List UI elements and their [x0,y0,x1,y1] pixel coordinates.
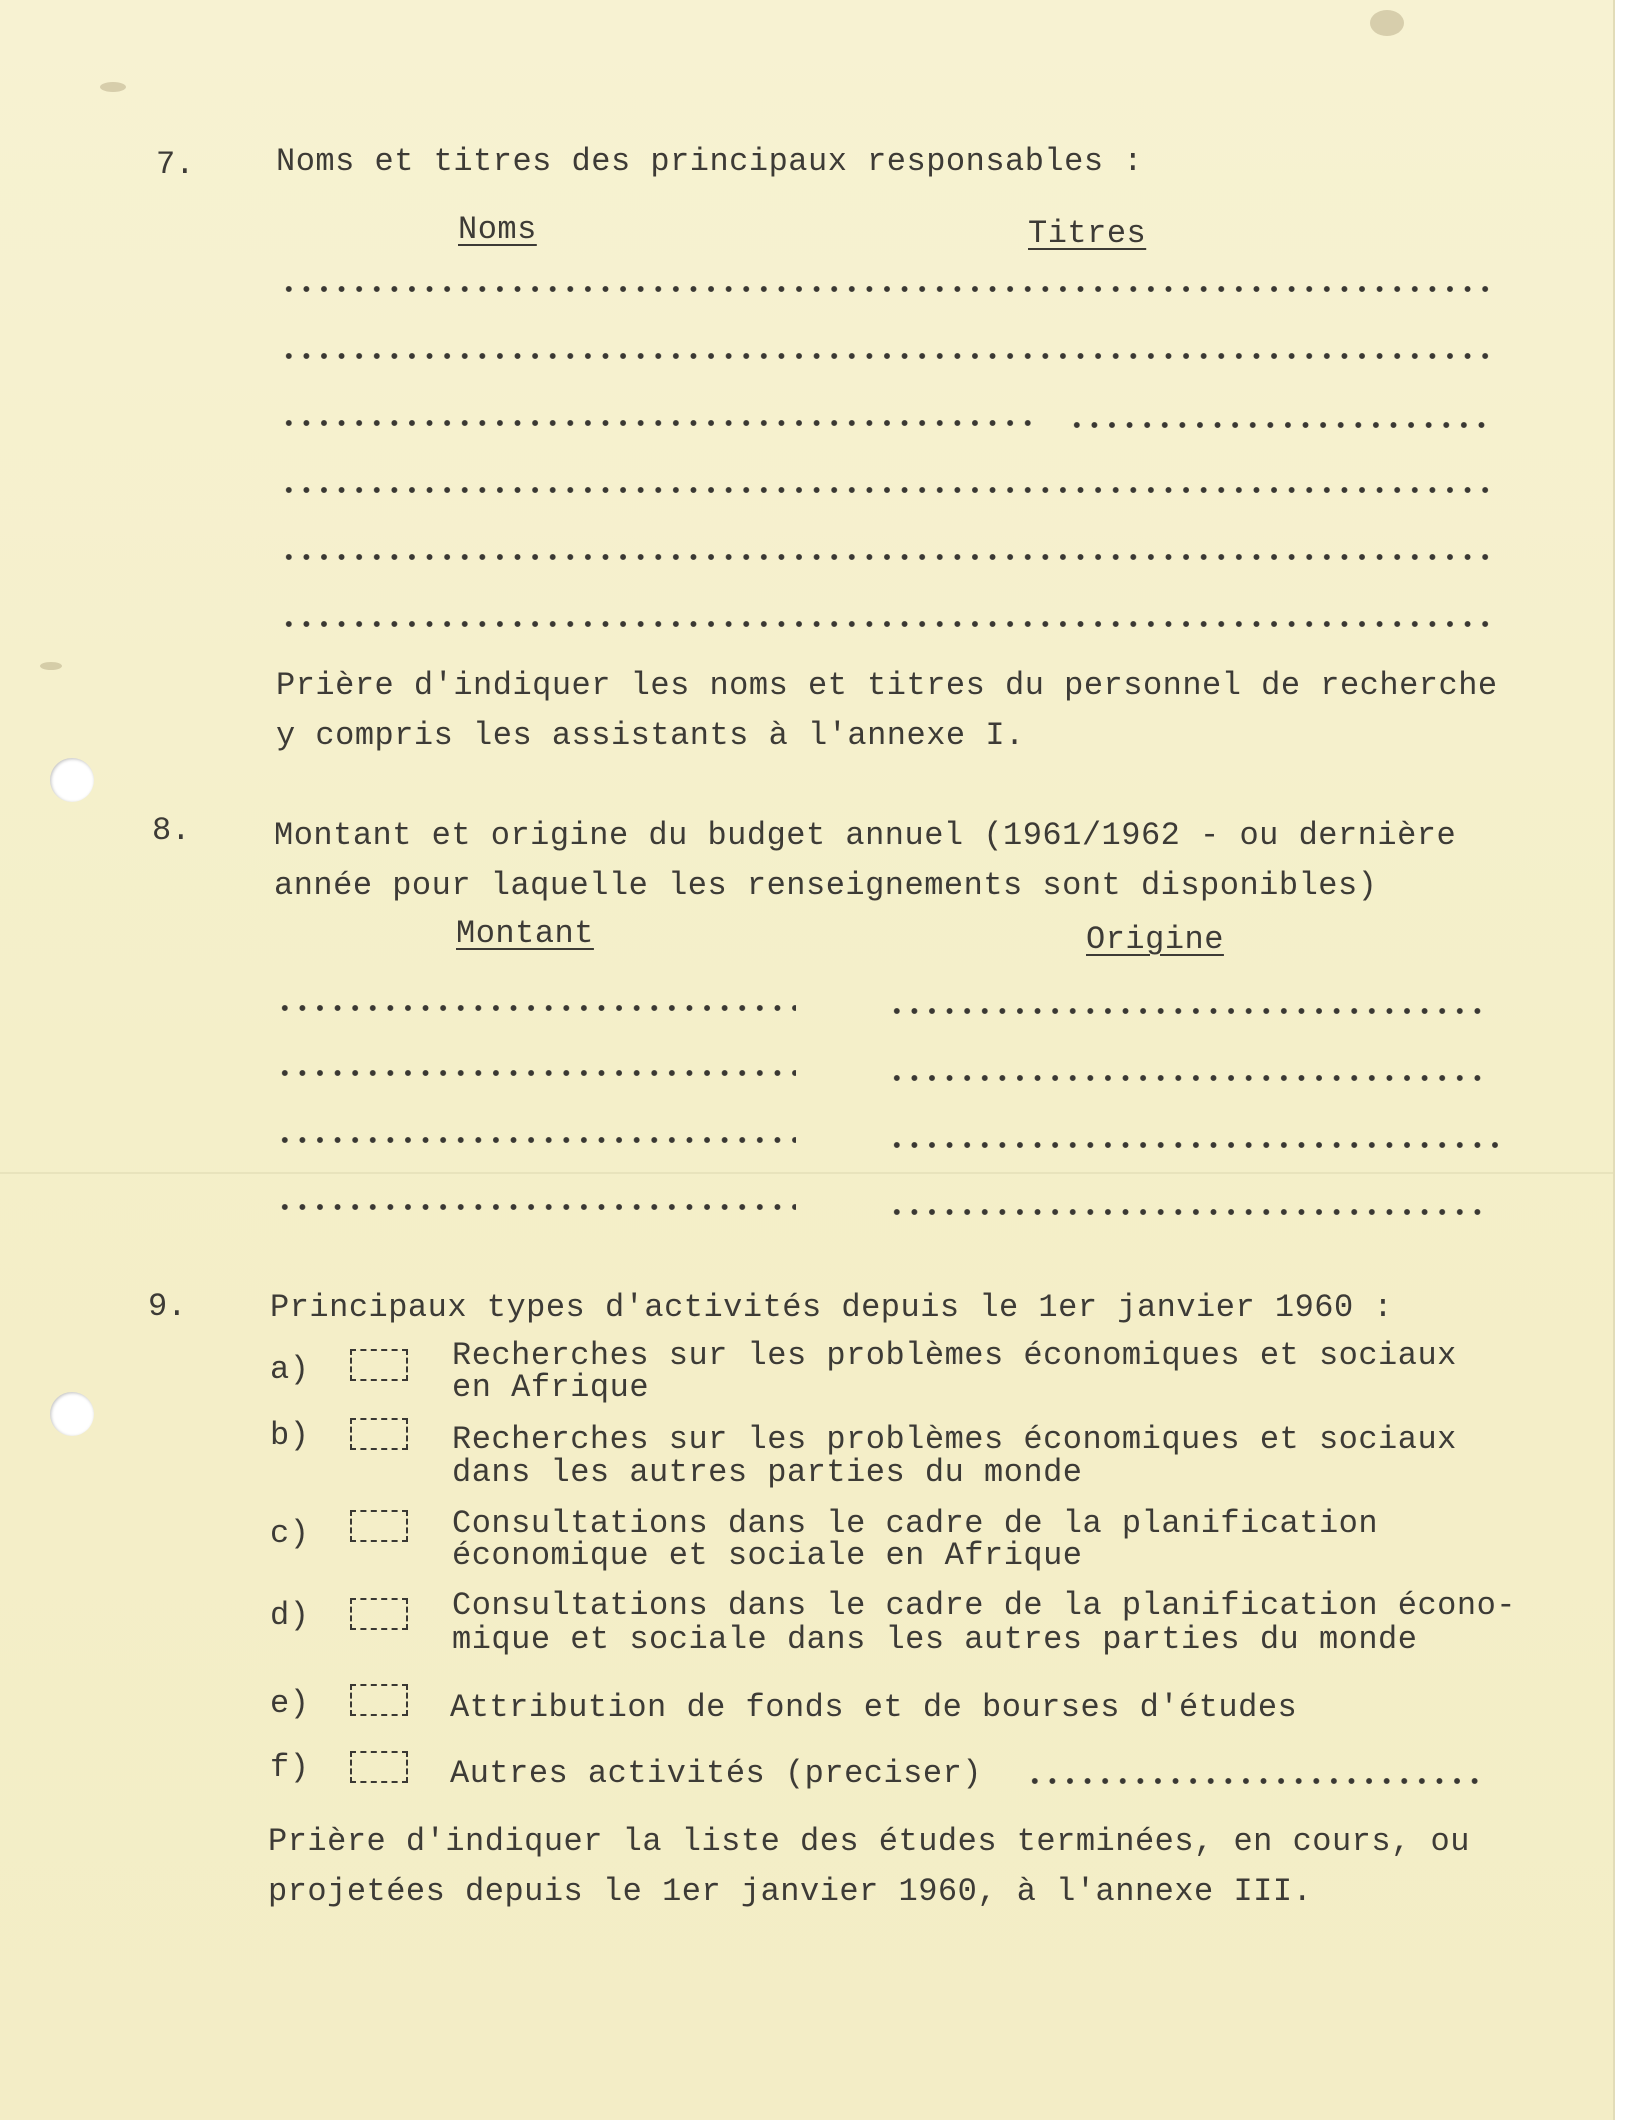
section-7-note-line2: y compris les assistants à l'annexe I. [276,717,1025,754]
punch-hole [50,1392,94,1436]
amount-entry-line[interactable] [276,1201,796,1213]
origin-entry-line[interactable] [888,1005,1490,1017]
origin-entry-line[interactable] [888,1072,1490,1084]
item-e-checkbox[interactable] [350,1684,408,1716]
section-9-title: Principaux types d'activités depuis le 1er janvier 1960 : [270,1289,1394,1326]
item-d-letter: d) [270,1597,310,1634]
item-a-line1: Recherches sur les problèmes économiques et sociaux [452,1337,1457,1374]
origin-entry-line[interactable] [888,1139,1508,1151]
item-d-line1: Consultations dans le cadre de la planification écono- [452,1587,1516,1624]
section-9-note-line2: projetées depuis le 1er janvier 1960, à l'annexe III. [268,1873,1313,1910]
item-d-checkbox[interactable] [350,1598,408,1630]
paper-stain [40,662,62,670]
column-header-montant: Montant [456,915,594,952]
name-entry-line[interactable] [280,417,1040,429]
item-f-line1: Autres activités (preciser) [450,1755,982,1792]
name-entry-line[interactable] [280,484,1490,496]
column-header-titres: Titres [1028,215,1147,252]
item-b-line1: Recherches sur les problèmes économiques et sociaux [452,1421,1457,1458]
section-7-title: Noms et titres des principaux responsables : [276,143,1143,180]
amount-entry-line[interactable] [276,1002,796,1014]
section-7-note-line1: Prière d'indiquer les noms et titres du personnel de recherche [276,667,1498,704]
item-d-line2: mique et sociale dans les autres parties du monde [452,1621,1418,1658]
punch-hole [50,758,94,802]
section-9-number: 9. [148,1288,187,1325]
item-f-checkbox[interactable] [350,1751,408,1783]
item-e-letter: e) [270,1685,310,1722]
item-e-line1: Attribution de fonds et de bourses d'études [450,1689,1298,1726]
item-c-checkbox[interactable] [350,1510,408,1542]
item-c-line1: Consultations dans le cadre de la planification [452,1505,1379,1542]
item-a-checkbox[interactable] [350,1349,408,1381]
name-entry-line[interactable] [280,283,1490,295]
name-entry-line[interactable] [280,350,1490,362]
column-header-origine: Origine [1086,921,1224,958]
section-8-number: 8. [152,812,191,849]
amount-entry-line[interactable] [276,1134,796,1146]
origin-entry-line[interactable] [888,1206,1490,1218]
item-b-letter: b) [270,1417,310,1454]
section-9-note-line1: Prière d'indiquer la liste des études terminées, en cours, ou [268,1823,1470,1860]
other-activities-entry-line[interactable] [1026,1775,1488,1787]
item-f-letter: f) [270,1749,310,1786]
item-b-checkbox[interactable] [350,1418,408,1450]
amount-entry-line[interactable] [276,1067,796,1079]
item-b-line2: dans les autres parties du monde [452,1454,1083,1491]
name-entry-line[interactable] [280,618,1490,630]
section-7-number: 7. [156,146,195,183]
name-entry-line[interactable] [280,551,1490,563]
section-8-title-line1: Montant et origine du budget annuel (1961/1962 - ou dernière [274,817,1457,854]
item-c-letter: c) [270,1515,310,1552]
page-edge [1613,0,1643,2120]
title-entry-line[interactable] [1068,419,1490,431]
column-header-noms: Noms [458,211,537,248]
paper-fold [0,1172,1615,1174]
paper-stain [100,82,126,92]
section-8-title-line2: année pour laquelle les renseignements sont disponibles) [274,867,1378,904]
item-a-letter: a) [270,1351,310,1388]
item-a-line2: en Afrique [452,1369,650,1406]
item-c-line2: économique et sociale en Afrique [452,1537,1083,1574]
paper-stain [1370,10,1404,36]
